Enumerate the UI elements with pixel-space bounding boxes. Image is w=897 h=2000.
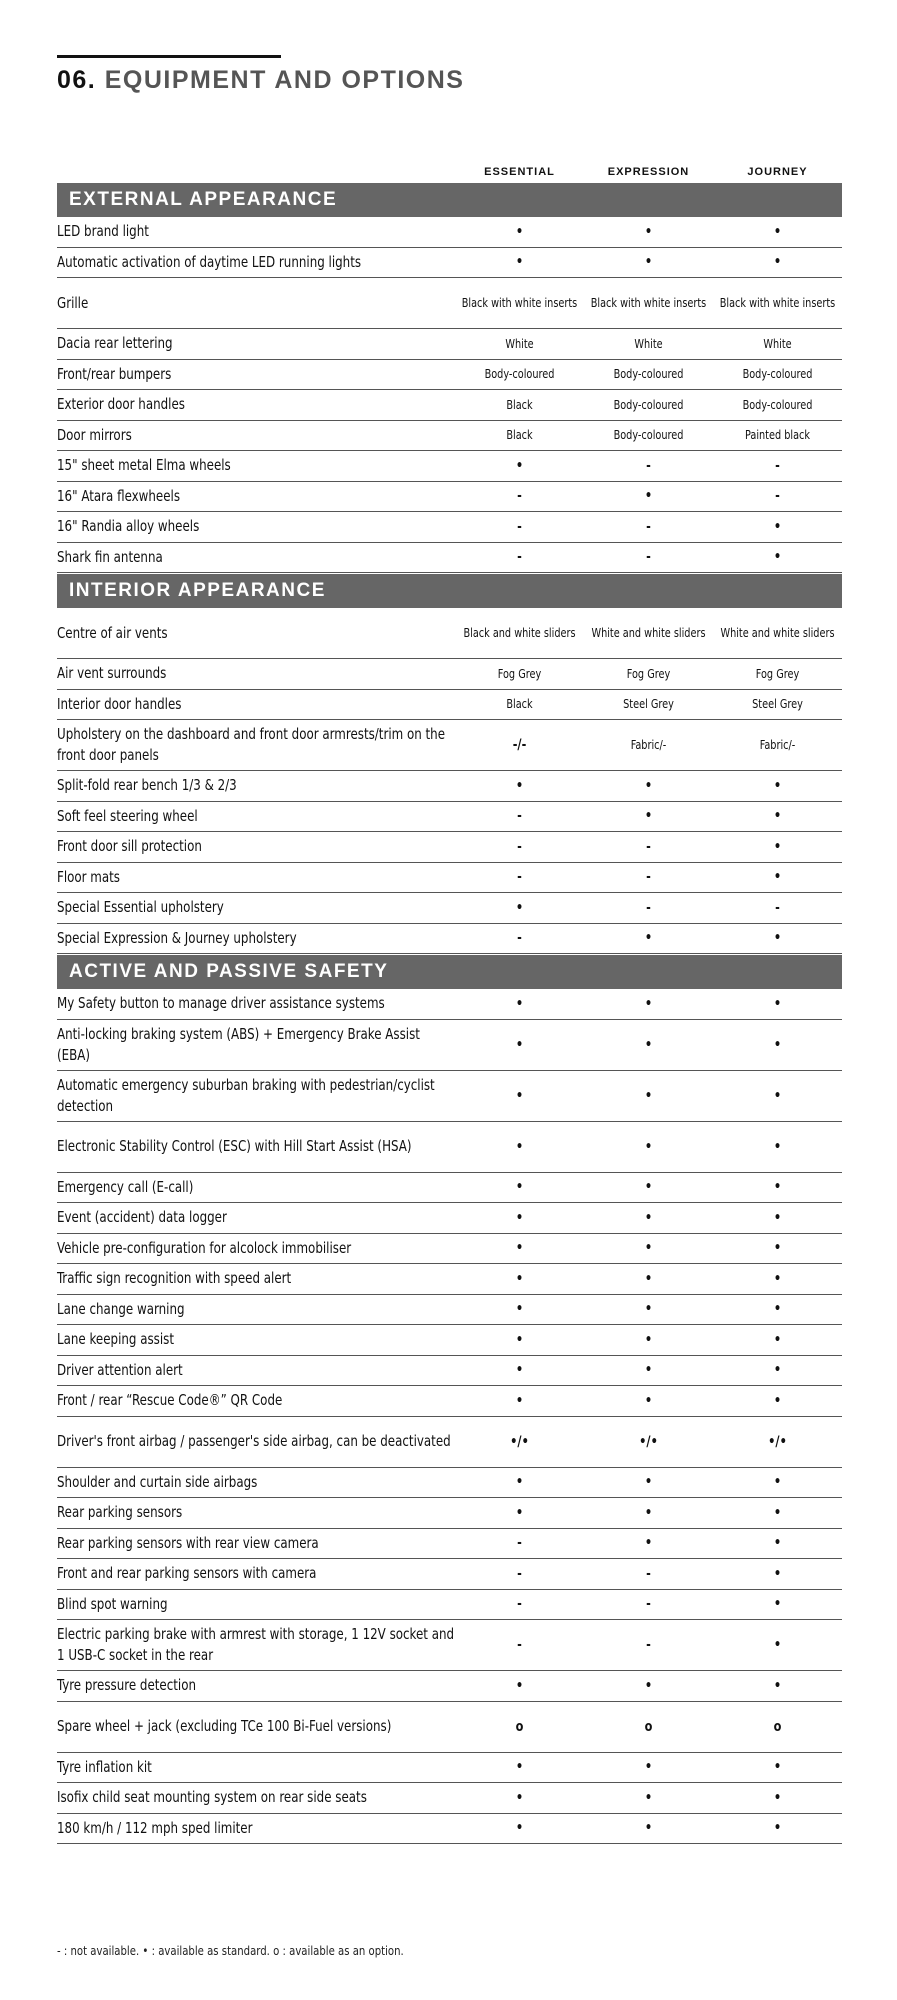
value-essential: - — [517, 1535, 522, 1552]
value-expression: White and white sliders — [591, 626, 706, 640]
value-essential: o — [515, 1718, 524, 1735]
value-expression: • — [644, 1240, 653, 1257]
value-expression: • — [644, 1677, 653, 1694]
table-row — [57, 1559, 842, 1590]
value-journey: • — [773, 1759, 782, 1776]
table-row — [57, 1620, 842, 1671]
value-journey: • — [773, 1301, 782, 1318]
value-journey: - — [775, 899, 780, 916]
page-title — [57, 66, 464, 95]
value-journey: • — [773, 1240, 782, 1257]
feature-label: Lane keeping assist — [57, 1330, 174, 1349]
value-journey: Fabric/- — [759, 738, 796, 752]
value-journey: • — [773, 838, 782, 855]
value-journey: Body-coloured — [742, 367, 813, 382]
equipment-table — [57, 158, 842, 1844]
value-expression: Fog Grey — [626, 666, 671, 681]
table-row — [57, 360, 842, 391]
value-journey: • — [773, 1036, 782, 1053]
feature-label: Interior door handles — [57, 694, 182, 713]
value-expression: - — [646, 1637, 651, 1653]
value-essential: - — [517, 549, 522, 566]
table-row — [57, 863, 842, 894]
value-expression: • — [644, 930, 653, 947]
table-row — [57, 989, 842, 1020]
value-expression: Fabric/- — [630, 738, 667, 752]
value-essential: - — [517, 518, 522, 535]
value-essential: - — [517, 838, 522, 855]
value-expression: Body-coloured — [613, 397, 684, 412]
table-row — [57, 390, 842, 421]
value-essential: - — [517, 930, 522, 947]
column-header-essential: ESSENTIAL — [484, 166, 555, 178]
value-essential: • — [515, 1301, 524, 1318]
value-journey: Black with white inserts — [719, 296, 836, 310]
page-title-number: 06. — [57, 66, 97, 94]
value-essential: • — [515, 1362, 524, 1379]
value-expression: Black with white inserts — [590, 296, 707, 310]
value-journey: • — [773, 254, 782, 271]
value-expression: • — [644, 1535, 653, 1552]
value-journey: • — [773, 930, 782, 947]
value-journey: • — [773, 1789, 782, 1806]
table-row — [57, 278, 842, 329]
value-journey: • — [773, 1331, 782, 1348]
feature-label: Floor mats — [57, 867, 121, 886]
value-journey: • — [773, 1087, 782, 1104]
feature-label: Upholstery on the dashboard and front door armrests/trim on the front door panels — [57, 725, 446, 764]
value-essential: • — [515, 1138, 524, 1155]
value-expression: - — [646, 838, 651, 855]
feature-label: Shoulder and curtain side airbags — [57, 1472, 258, 1491]
value-essential: Body-coloured — [484, 367, 555, 382]
feature-label: Automatic activation of daytime LED running lights — [57, 252, 362, 271]
feature-label: Lane change warning — [57, 1299, 185, 1318]
table-row — [57, 893, 842, 924]
value-journey: - — [775, 457, 780, 474]
table-row — [57, 1386, 842, 1417]
feature-label: 180 km/h / 112 mph sped limiter — [57, 1818, 253, 1837]
value-expression: • — [644, 777, 653, 794]
value-expression: • — [644, 1820, 653, 1837]
value-journey: - — [775, 488, 780, 505]
value-journey: • — [773, 869, 782, 886]
value-journey: • — [773, 1209, 782, 1226]
value-essential: - — [517, 1565, 522, 1582]
section-header: INTERIOR APPEARANCE — [57, 574, 842, 608]
value-journey: • — [773, 1392, 782, 1409]
value-journey: Painted black — [744, 428, 811, 443]
value-journey: Steel Grey — [752, 697, 803, 712]
value-essential: Black — [506, 397, 533, 412]
value-expression: • — [644, 1504, 653, 1521]
table-row — [57, 1814, 842, 1845]
value-expression: • — [644, 1392, 653, 1409]
feature-label: Split-fold rear bench 1/3 & 2/3 — [57, 776, 237, 795]
table-row — [57, 1173, 842, 1204]
value-journey: • — [773, 518, 782, 535]
column-header-expression: EXPRESSION — [607, 166, 690, 178]
feature-label: Dacia rear lettering — [57, 334, 173, 353]
feature-label: Front/rear bumpers — [57, 364, 172, 383]
value-expression: • — [644, 1036, 653, 1053]
table-row — [57, 608, 842, 659]
value-essential: • — [515, 254, 524, 271]
value-journey: •/• — [768, 1433, 787, 1450]
value-essential: - — [517, 808, 522, 825]
feature-label: Front door sill protection — [57, 837, 202, 856]
value-journey: • — [773, 549, 782, 566]
value-journey: • — [773, 808, 782, 825]
table-row — [57, 1122, 842, 1173]
value-journey: • — [773, 1504, 782, 1521]
value-essential: - — [517, 1596, 522, 1613]
value-essential: • — [515, 1036, 524, 1053]
value-journey: • — [773, 777, 782, 794]
table-row — [57, 1356, 842, 1387]
table-row — [57, 1529, 842, 1560]
value-essential: - — [517, 1637, 522, 1653]
value-essential: • — [515, 1209, 524, 1226]
table-row — [57, 659, 842, 690]
value-journey: • — [773, 1270, 782, 1287]
feature-label: Tyre pressure detection — [57, 1676, 196, 1695]
value-essential: • — [515, 1240, 524, 1257]
value-essential: • — [515, 1392, 524, 1409]
value-journey: • — [773, 1535, 782, 1552]
value-essential: -/- — [512, 737, 527, 753]
feature-label: Air vent surrounds — [57, 664, 167, 683]
value-essential: • — [515, 899, 524, 916]
feature-label: Door mirrors — [57, 425, 132, 444]
table-row — [57, 482, 842, 513]
value-essential: Black with white inserts — [461, 296, 578, 310]
value-expression: • — [644, 1301, 653, 1318]
value-essential: • — [515, 1474, 524, 1491]
value-essential: • — [515, 777, 524, 794]
column-header-journey: JOURNEY — [747, 166, 808, 178]
table-row — [57, 1417, 842, 1468]
feature-label: Vehicle pre-configuration for alcolock immobiliser — [57, 1238, 352, 1257]
value-expression: • — [644, 1362, 653, 1379]
value-essential: • — [515, 457, 524, 474]
value-expression: - — [646, 1596, 651, 1613]
feature-label: Special Essential upholstery — [57, 898, 224, 917]
value-expression: o — [644, 1718, 653, 1735]
table-row — [57, 421, 842, 452]
value-expression: • — [644, 1789, 653, 1806]
value-journey: • — [773, 1179, 782, 1196]
table-row — [57, 771, 842, 802]
table-row — [57, 1234, 842, 1265]
value-essential: • — [515, 1270, 524, 1287]
table-row — [57, 329, 842, 360]
value-expression: - — [646, 518, 651, 535]
feature-label: Electric parking brake with armrest with storage, 1 12V socket and 1 USB-C socket in the rear — [57, 1625, 455, 1664]
feature-label: Soft feel steering wheel — [57, 806, 198, 825]
feature-label: 16" Randia alloy wheels — [57, 517, 200, 536]
value-expression: - — [646, 1565, 651, 1582]
value-essential: • — [515, 1331, 524, 1348]
feature-label: Spare wheel + jack (excluding TCe 100 Bi-Fuel versions) — [57, 1717, 392, 1735]
value-expression: • — [644, 1138, 653, 1155]
table-row — [57, 248, 842, 279]
value-essential: • — [515, 995, 524, 1012]
value-essential: Black — [506, 697, 533, 712]
table-row — [57, 543, 842, 574]
value-journey: o — [773, 1718, 782, 1735]
table-row — [57, 217, 842, 248]
value-expression: • — [644, 1209, 653, 1226]
value-expression: • — [644, 995, 653, 1012]
feature-label: Special Expression & Journey upholstery — [57, 928, 297, 947]
column-headers — [57, 158, 842, 182]
value-expression: • — [644, 1270, 653, 1287]
value-essential: Fog Grey — [497, 666, 542, 681]
feature-label: 15" sheet metal Elma wheels — [57, 456, 231, 475]
value-expression: • — [644, 1087, 653, 1104]
value-expression: •/• — [639, 1433, 658, 1450]
value-journey: Body-coloured — [742, 397, 813, 412]
value-essential: White — [505, 336, 534, 351]
table-row — [57, 1671, 842, 1702]
value-journey: • — [773, 1677, 782, 1694]
feature-label: Traffic sign recognition with speed alert — [57, 1269, 292, 1288]
value-journey: • — [773, 1565, 782, 1582]
value-expression: • — [644, 1331, 653, 1348]
value-essential: Black and white sliders — [463, 626, 576, 640]
value-journey: • — [773, 1820, 782, 1837]
table-row — [57, 1753, 842, 1784]
table-row — [57, 1264, 842, 1295]
feature-label: Tyre inflation kit — [57, 1757, 152, 1776]
table-row — [57, 690, 842, 721]
value-expression: White — [634, 336, 663, 351]
feature-label: Exterior door handles — [57, 395, 185, 414]
section-header: EXTERNAL APPEARANCE — [57, 183, 842, 217]
value-essential: • — [515, 223, 524, 240]
value-journey: • — [773, 995, 782, 1012]
value-journey: White — [763, 336, 792, 351]
section-header: ACTIVE AND PASSIVE SAFETY — [57, 955, 842, 989]
sections-container — [57, 183, 842, 1844]
table-row — [57, 1468, 842, 1499]
table-row — [57, 1590, 842, 1621]
value-journey: • — [773, 1637, 782, 1653]
value-expression: • — [644, 1179, 653, 1196]
table-row — [57, 1325, 842, 1356]
page-title-text: EQUIPMENT AND OPTIONS — [104, 66, 465, 94]
table-row — [57, 1071, 842, 1122]
value-essential: • — [515, 1759, 524, 1776]
table-row — [57, 1702, 842, 1753]
feature-label: Isofix child seat mounting system on rear side seats — [57, 1788, 367, 1807]
legend-footnote: - : not available. • : available as standard. o : available as an option. — [57, 1943, 404, 1958]
table-row — [57, 802, 842, 833]
table-row — [57, 451, 842, 482]
feature-label: Front / rear “Rescue Code®” QR Code — [57, 1391, 283, 1410]
value-expression: • — [644, 254, 653, 271]
value-journey: • — [773, 223, 782, 240]
value-expression: • — [644, 1759, 653, 1776]
feature-label: Blind spot warning — [57, 1594, 168, 1613]
value-expression: • — [644, 808, 653, 825]
feature-label: Rear parking sensors — [57, 1503, 183, 1522]
value-essential: - — [517, 869, 522, 886]
value-essential: - — [517, 488, 522, 505]
table-row — [57, 1295, 842, 1326]
table-row — [57, 924, 842, 955]
table-row — [57, 1783, 842, 1814]
value-journey: • — [773, 1474, 782, 1491]
value-expression: Body-coloured — [613, 367, 684, 382]
value-essential: • — [515, 1179, 524, 1196]
value-essential: • — [515, 1677, 524, 1694]
value-journey: Fog Grey — [755, 666, 800, 681]
feature-label: Driver attention alert — [57, 1360, 183, 1379]
feature-label: Electronic Stability Control (ESC) with Hill Start Assist (HSA) — [57, 1137, 412, 1155]
feature-label: Rear parking sensors with rear view camera — [57, 1533, 319, 1552]
value-essential: • — [515, 1087, 524, 1104]
value-expression: • — [644, 223, 653, 240]
feature-label: Automatic emergency suburban braking with pedestrian/cyclist detection — [57, 1075, 435, 1115]
table-row — [57, 1203, 842, 1234]
feature-label: My Safety button to manage driver assistance systems — [57, 994, 385, 1013]
value-journey: • — [773, 1138, 782, 1155]
value-journey: • — [773, 1362, 782, 1379]
table-row — [57, 832, 842, 863]
feature-label: Centre of air vents — [57, 623, 168, 642]
table-row — [57, 512, 842, 543]
value-essential: Black — [506, 428, 533, 443]
feature-label: Event (accident) data logger — [57, 1208, 227, 1227]
table-row — [57, 720, 842, 771]
title-rule — [57, 55, 281, 58]
feature-label: Grille — [57, 293, 89, 312]
feature-label: 16" Atara flexwheels — [57, 486, 181, 505]
value-expression: - — [646, 899, 651, 916]
value-expression: Body-coloured — [613, 428, 684, 443]
value-expression: • — [644, 488, 653, 505]
value-essential: • — [515, 1820, 524, 1837]
feature-label: Driver's front airbag / passenger's side airbag, can be deactivated — [57, 1432, 451, 1450]
value-essential: • — [515, 1504, 524, 1521]
value-essential: • — [515, 1789, 524, 1806]
feature-label: Front and rear parking sensors with camera — [57, 1564, 317, 1583]
value-expression: - — [646, 457, 651, 474]
feature-label: Anti-locking braking system (ABS) + Emergency Brake Assist (EBA) — [57, 1024, 420, 1064]
value-essential: •/• — [510, 1433, 529, 1450]
value-expression: Steel Grey — [623, 697, 674, 712]
value-journey: White and white sliders — [720, 626, 835, 640]
feature-label: Shark fin antenna — [57, 547, 163, 566]
value-expression: - — [646, 869, 651, 886]
table-row — [57, 1498, 842, 1529]
value-journey: • — [773, 1596, 782, 1613]
feature-label: Emergency call (E-call) — [57, 1177, 194, 1196]
feature-label: LED brand light — [57, 222, 149, 241]
value-expression: - — [646, 549, 651, 566]
value-expression: • — [644, 1474, 653, 1491]
table-row — [57, 1020, 842, 1071]
